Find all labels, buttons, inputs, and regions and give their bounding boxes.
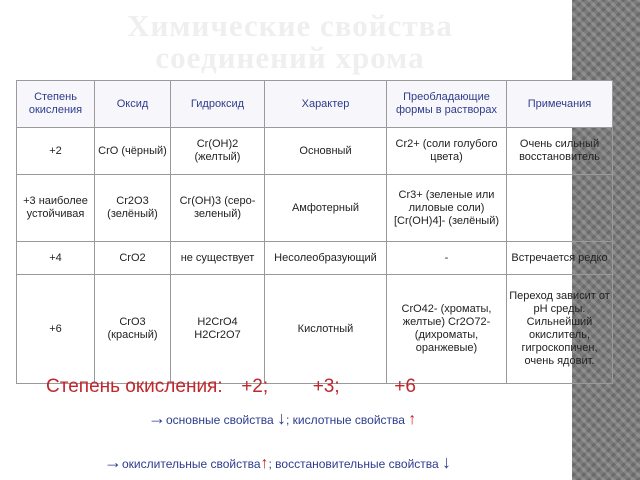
cell-notes — [507, 175, 613, 242]
cell-forms: Cr2+ (соли голубого цвета) — [387, 128, 507, 175]
cell-hydroxide: Cr(OH)3 (серо-зеленый) — [171, 175, 265, 242]
header-oxide: Оксид — [95, 81, 171, 128]
oxidizing-properties-text: окислительные свойства — [122, 457, 261, 471]
acidic-properties-text: ; кислотные свойства — [285, 413, 405, 427]
table-header-row — [17, 81, 613, 128]
cell-state: +3 наиболее устойчивая — [17, 175, 95, 242]
redox-trend-line — [104, 452, 451, 473]
cell-hydroxide: не существует — [171, 242, 265, 275]
table-row — [17, 128, 613, 175]
arrow-right-icon: → — [104, 452, 122, 472]
state-plus2: +2; — [241, 376, 269, 397]
cell-state: +6 — [17, 275, 95, 384]
cell-character: Амфотерный — [265, 175, 387, 242]
cell-forms: Cr3+ (зеленые или лиловые соли) [Cr(OH)4]- (зелёный) — [387, 175, 507, 242]
arrow-down-icon: ↓ — [442, 452, 452, 472]
arrow-up-icon: ↑ — [408, 411, 417, 428]
table-row — [17, 275, 613, 384]
arrow-right-icon: → — [148, 408, 166, 428]
cell-hydroxide: Cr(OH)2 (желтый) — [171, 128, 265, 175]
header-character: Характер — [265, 81, 387, 128]
cell-notes: Переход зависит от pH среды. Сильнейший окислитель, гигроскопичен, очень ядовит. — [507, 275, 613, 384]
cell-state: +2 — [17, 128, 95, 175]
cell-character: Несолеобразующий — [265, 242, 387, 275]
header-notes: Примечания — [507, 81, 613, 128]
cell-character: Кислотный — [265, 275, 387, 384]
cell-forms: - — [387, 242, 507, 275]
header-hydroxide: Гидроксид — [171, 81, 265, 128]
basic-properties-text: основные свойства — [166, 413, 274, 427]
states-label: Степень окисления: — [46, 376, 223, 397]
acid-base-trend-line — [148, 408, 416, 429]
slide-title-line2: соединений хрома — [155, 40, 425, 75]
arrow-up-icon: ↑ — [260, 455, 269, 472]
cell-notes: Очень сильный восстановитель — [507, 128, 613, 175]
reducing-properties-text: ; восстановительные свойства — [268, 457, 439, 471]
oxidation-states-line — [46, 376, 416, 398]
header-forms: Преобладающие формы в растворах — [387, 81, 507, 128]
cell-hydroxide: H2CrO4 H2Cr2O7 — [171, 275, 265, 384]
state-plus3: +3; — [312, 376, 340, 397]
cell-oxide: CrO3 (красный) — [95, 275, 171, 384]
cell-character: Основный — [265, 128, 387, 175]
chromium-table — [16, 80, 613, 384]
slide-title-line1: Химические свойства — [127, 8, 453, 43]
cell-oxide: CrO (чёрный) — [95, 128, 171, 175]
table-row — [17, 175, 613, 242]
arrow-down-icon: ↓ — [276, 408, 286, 428]
cell-notes: Встречается редко — [507, 242, 613, 275]
table-row — [17, 242, 613, 275]
state-plus6: +6 — [394, 376, 416, 397]
cell-oxide: Cr2O3 (зелёный) — [95, 175, 171, 242]
header-oxidation-state: Степень окисления — [17, 81, 95, 128]
cell-state: +4 — [17, 242, 95, 275]
cell-oxide: CrO2 — [95, 242, 171, 275]
cell-forms: CrO42- (хроматы, желтые) Cr2O72- (дихроматы, оранжевые) — [387, 275, 507, 384]
